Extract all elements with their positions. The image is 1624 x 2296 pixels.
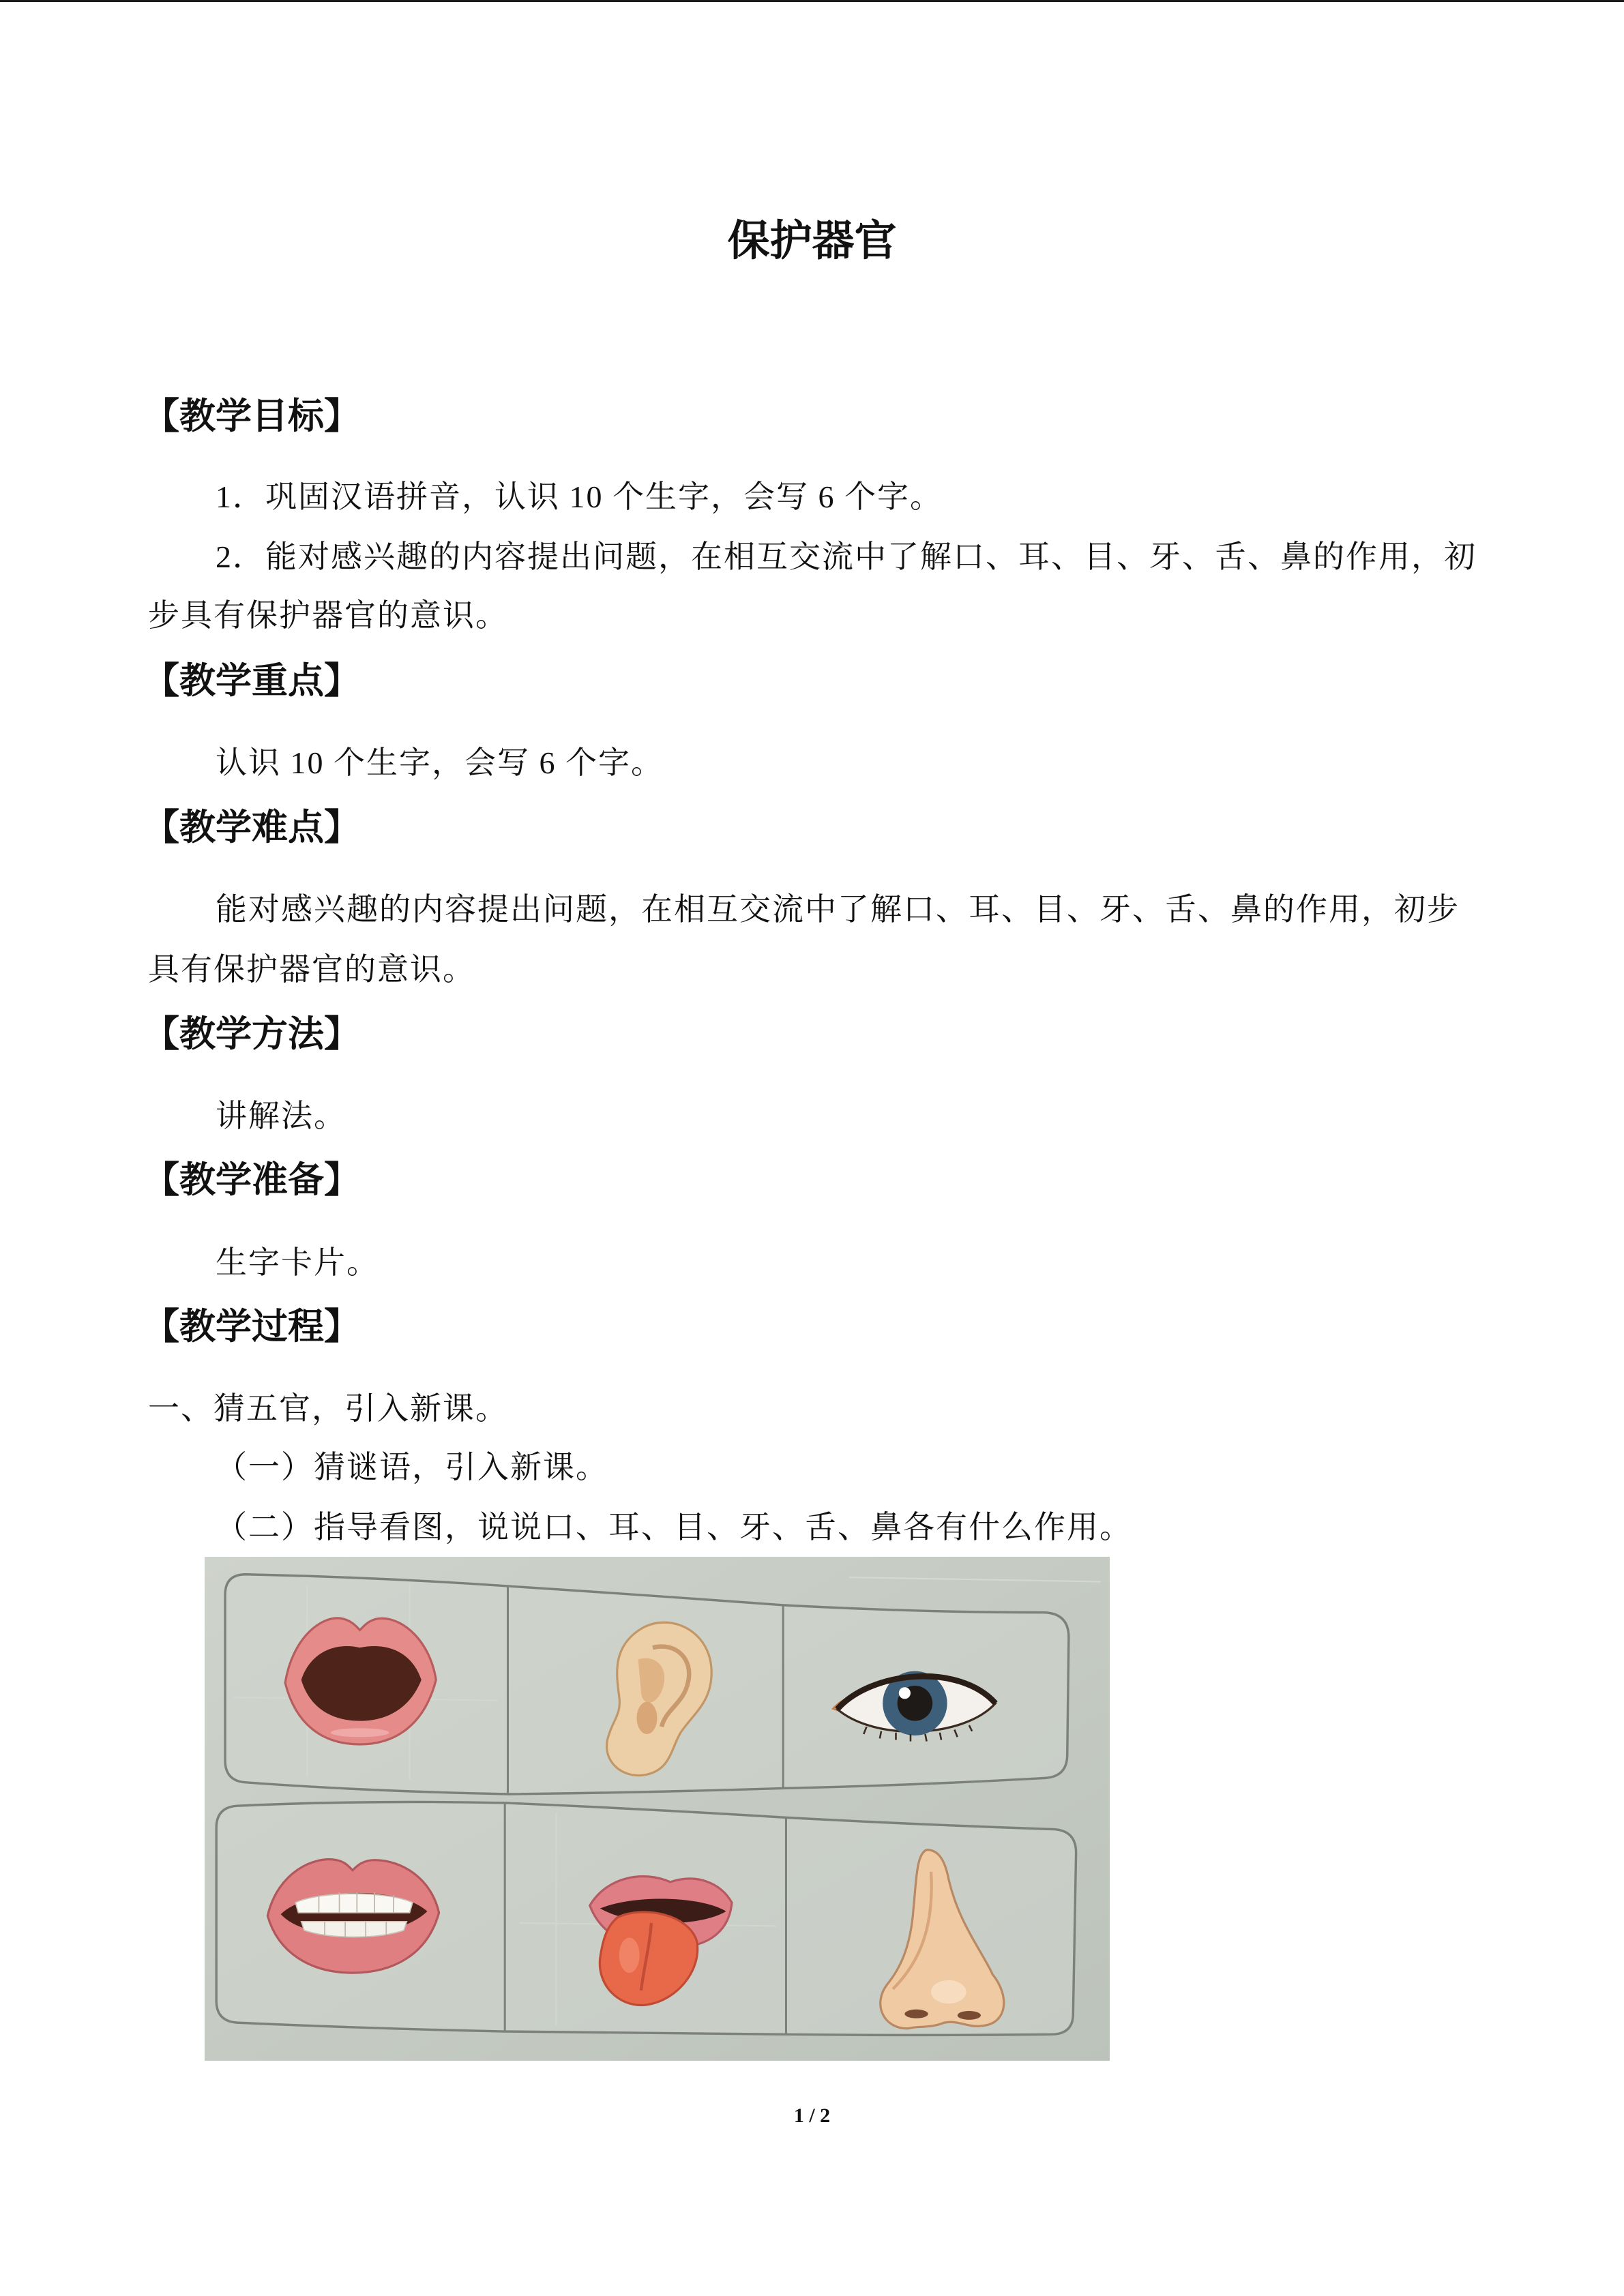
process-step-1-sub-2: （二）指导看图，说说口、耳、目、牙、舌、鼻各有什么作用。 — [216, 1510, 1132, 1545]
page-number: 1 / 2 — [793, 2104, 831, 2127]
heading-teaching-goals: 【教学目标】 — [143, 396, 360, 437]
facial-organs-figure — [205, 1557, 1110, 2061]
heading-teaching-methods: 【教学方法】 — [143, 1013, 360, 1055]
goal-item-2-line-1: 2．能对感兴趣的内容提出问题，在相互交流中了解口、耳、目、牙、舌、鼻的作用，初 — [216, 539, 1477, 574]
goal-item-2-line-2: 步具有保护器官的意识。 — [148, 598, 508, 633]
heading-teaching-process: 【教学过程】 — [143, 1306, 360, 1347]
heading-difficulties: 【教学难点】 — [143, 807, 360, 848]
key-points-text: 认识 10 个生字，会写 6 个字。 — [216, 745, 664, 780]
tongue-highlight — [619, 1938, 640, 1973]
page-title: 保护器官 — [727, 215, 897, 265]
methods-text: 讲解法。 — [216, 1099, 346, 1133]
nose-tip-highlight — [931, 1980, 966, 2003]
process-step-1: 一、猜五官，引入新课。 — [148, 1391, 508, 1426]
preparation-text: 生字卡片。 — [216, 1245, 379, 1280]
eye-highlight — [899, 1687, 911, 1699]
heading-teaching-preparation: 【教学准备】 — [143, 1159, 360, 1201]
left-nostril — [904, 2010, 928, 2018]
ear-canal — [636, 1702, 657, 1734]
goal-item-1: 1．巩固汉语拼音，认识 10 个生字，会写 6 个字。 — [216, 479, 943, 514]
open-mouth-lip-highlight — [331, 1728, 389, 1737]
difficulties-line-1: 能对感兴趣的内容提出问题，在相互交流中了解口、耳、目、牙、舌、鼻的作用，初步 — [216, 892, 1460, 927]
process-step-1-sub-1: （一）猜谜语，引入新课。 — [216, 1450, 608, 1485]
heading-key-points: 【教学重点】 — [143, 660, 360, 702]
difficulties-line-2: 具有保护器官的意识。 — [148, 952, 475, 987]
right-nostril — [958, 2011, 981, 2020]
